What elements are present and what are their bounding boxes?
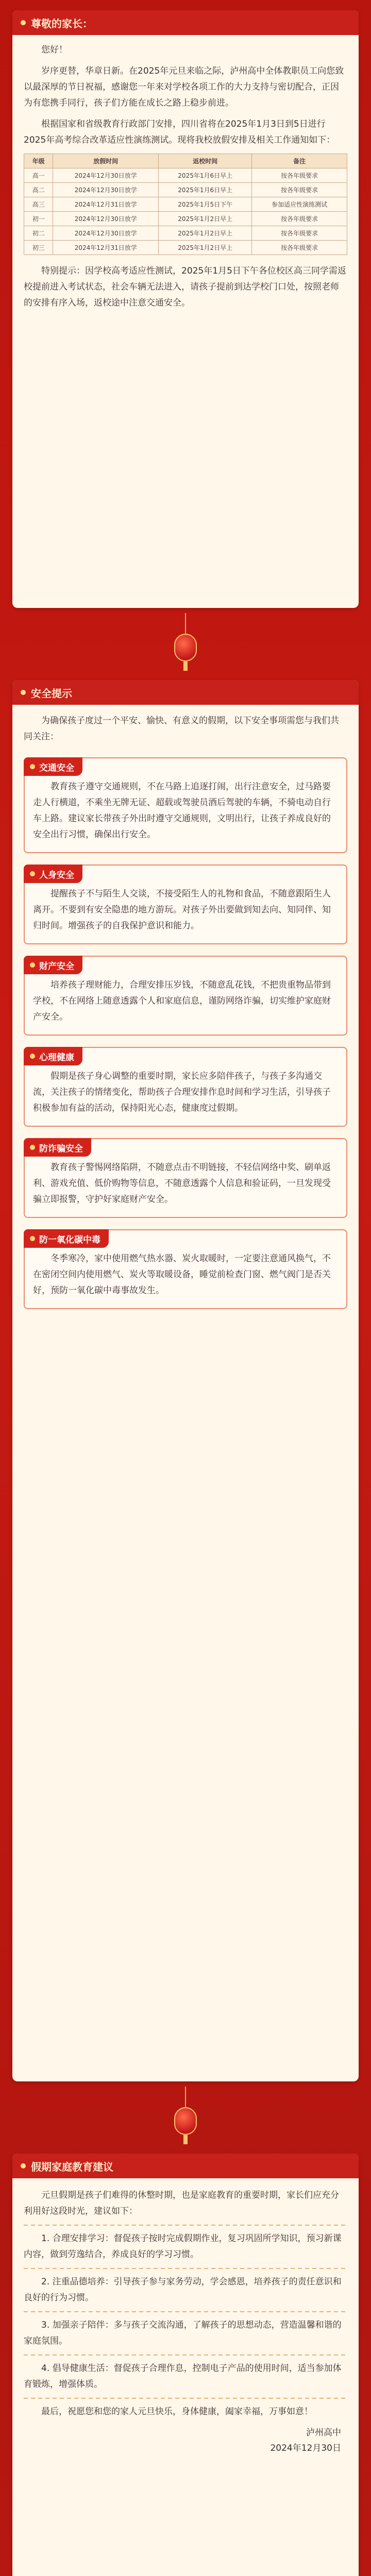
lantern-decoration — [174, 634, 197, 665]
safety-item — [24, 757, 347, 853]
letter-paragraph-1: 岁序更替，华章日新。在2025年元旦来临之际，泸州高中全体教职员工向您致以最深厚的节日祝福，感谢您一年来对学校各项工作的大力支持与密切配合，正因为有您携手同行，孩子们方能在成长之路上稳步前进。 — [24, 66, 344, 108]
schedule-cell: 2024年12月31日放学 — [53, 197, 159, 212]
schedule-cell: 2024年12月31日放学 — [53, 241, 159, 255]
safety-intro: 为确保孩子度过一个平安、愉快、有意义的假期，以下安全事项需您与我们共同关注： — [24, 716, 339, 742]
safety-item — [24, 956, 347, 1036]
safety-card — [12, 680, 359, 2081]
schedule-cell: 2025年1月2日早上 — [159, 212, 252, 226]
safety-item-title-text: 人身安全 — [39, 870, 74, 880]
schedule-row — [24, 183, 347, 197]
schedule-cell: 2024年12月30日放学 — [53, 212, 159, 226]
safety-item — [24, 1138, 347, 1218]
letter-paragraph-2: 根据国家和省级教育行政部门安排，四川省将在2025年1月3日到5日进行2025年高考综合改革适应性演练测试。现将我校放假安排及相关工作通知如下： — [24, 119, 335, 145]
schedule-cell: 高三 — [24, 197, 53, 212]
schedule-cell: 初二 — [24, 226, 53, 241]
advice-paragraph: 1. 合理安排学习：督促孩子按时完成假期作业，复习巩固所学知识，预习新课内容，做到劳逸结合，养成良好的学习习惯。 — [24, 2233, 342, 2260]
advice-header — [12, 2154, 359, 2178]
header-dot-icon — [21, 2163, 26, 2168]
safety-item-text: 冬季寒冷，家中使用燃气热水器、炭火取暖时，一定要注意通风换气，不在密闭空间内使用燃气、炭火等取暖设备，睡觉前检查门窗、燃气阀门是否关好，预防一氧化碳中毒事故发生。 — [33, 1253, 331, 1296]
schedule-cell: 高一 — [24, 168, 53, 183]
bullet-icon — [30, 764, 35, 769]
safety-header — [12, 680, 359, 705]
schedule-cell: 2025年1月2日早上 — [159, 226, 252, 241]
safety-item-text: 假期是孩子身心调整的重要时期，家长应多陪伴孩子，与孩子多沟通交流，关注孩子的情绪变化，帮助孩子合理安排作息时间和学习生活，引导孩子积极参加有益的活动，保持阳光心态，健康度过假期。 — [33, 1071, 331, 1113]
schedule-cell: 2025年1月6日早上 — [159, 168, 252, 183]
safety-item-text: 培养孩子理财能力，合理安排压岁钱，不随意乱花钱，不把贵重物品带到学校，不在网络上随意透露个人和家庭信息，谨防网络诈骗，切实维护家庭财产安全。 — [33, 980, 331, 1022]
schedule-cell: 按各年级要求 — [252, 168, 347, 183]
special-note: 特别提示：因学校高考适应性测试，2025年1月5日下午各位校区高三同学需返校提前进入考试状态，社会车辆无法进入，请孩子提前到达学校门口处，按照老师的安排有序入场，返校途中注意交通安全。 — [24, 266, 346, 308]
schedule-row — [24, 241, 347, 255]
bullet-icon — [30, 1054, 35, 1059]
advice-title: 假期家庭教育建议 — [31, 2160, 113, 2173]
advice-paragraph: 4. 倡导健康生活：督促孩子合理作息，控制电子产品的使用时间，适当参加体育锻炼，增强体质。 — [24, 2363, 342, 2389]
schedule-cell: 2025年1月6日早上 — [159, 183, 252, 197]
schedule-row — [24, 197, 347, 212]
letter-greeting: 您好！ — [41, 45, 68, 55]
advice-paragraph: 2. 注重品德培养：引导孩子参与家务劳动，学会感恩，培养孩子的责任意识和良好的行为习惯。 — [24, 2277, 342, 2303]
schedule-row — [24, 168, 347, 183]
safety-item-title — [24, 1229, 109, 1248]
safety-item-title-text: 防诈骗安全 — [39, 1143, 83, 1154]
bullet-icon — [30, 1236, 35, 1241]
schedule-cell: 初一 — [24, 212, 53, 226]
safety-item-title — [24, 1047, 82, 1065]
advice-paragraph: 最后，祝愿您和您的家人元旦快乐，身体健康，阖家幸福，万事如意！ — [41, 2406, 313, 2417]
safety-item-title — [24, 757, 82, 776]
safety-item — [24, 865, 347, 944]
header-dot-icon — [21, 690, 26, 695]
safety-item-title-text: 交通安全 — [39, 762, 74, 773]
schedule-row — [24, 212, 347, 226]
divider — [24, 2354, 347, 2355]
divider — [24, 2225, 347, 2226]
safety-item-title-text: 防一氧化碳中毒 — [39, 1234, 100, 1245]
letter-header-text: 尊敬的家长： — [31, 17, 93, 30]
safety-item-title — [24, 1138, 91, 1157]
lantern-decoration — [174, 2107, 197, 2138]
safety-item-text: 提醒孩子不与陌生人交谈，不接受陌生人的礼物和食品，不随意跟陌生人离开。不要到有安全隐患的地方游玩。对孩子外出要做到知去向、知同伴、知归时间。增强孩子的自我保护意识和能力。 — [33, 889, 331, 931]
safety-title: 安全提示 — [31, 687, 72, 700]
schedule-cell: 按各年级要求 — [252, 241, 347, 255]
schedule-header-cell: 年级 — [24, 154, 53, 168]
header-dot-icon — [21, 20, 26, 25]
signature: 泸州高中 — [306, 2428, 341, 2438]
divider — [24, 2311, 347, 2312]
safety-item-title — [24, 865, 82, 883]
bullet-icon — [30, 962, 35, 968]
schedule-row — [24, 226, 347, 241]
safety-item-title-text: 财产安全 — [39, 961, 74, 972]
schedule-header-cell: 返校时间 — [159, 154, 252, 168]
signature-date: 2024年12月30日 — [270, 2443, 341, 2453]
schedule-table — [24, 154, 347, 255]
schedule-cell: 按各年级要求 — [252, 226, 347, 241]
bullet-icon — [30, 1145, 35, 1150]
schedule-cell: 2024年12月30日放学 — [53, 183, 159, 197]
schedule-cell: 2025年1月2日早上 — [159, 241, 252, 255]
schedule-cell: 初三 — [24, 241, 53, 255]
schedule-header-cell: 放假时间 — [53, 154, 159, 168]
advice-paragraph: 3. 加强亲子陪伴：多与孩子交流沟通，了解孩子的思想动态，营造温馨和谐的家庭氛围。 — [24, 2320, 342, 2346]
safety-item-title — [24, 956, 82, 974]
advice-card — [12, 2154, 359, 2576]
schedule-header-row — [24, 154, 347, 168]
advice-paragraph: 元旦假期是孩子们难得的休整时期，也是家庭教育的重要时期，家长们应充分利用好这段时光，建议如下： — [24, 2190, 339, 2216]
bullet-icon — [30, 871, 35, 876]
schedule-cell: 2024年12月30日放学 — [53, 226, 159, 241]
safety-item — [24, 1047, 347, 1127]
schedule-header-cell: 备注 — [252, 154, 347, 168]
divider — [24, 2398, 347, 2399]
divider — [24, 2268, 347, 2269]
schedule-cell: 参加适应性演练测试 — [252, 197, 347, 212]
safety-item-text: 教育孩子警惕网络陷阱，不随意点击不明链接，不轻信网络中奖、刷单返利、游戏充值、低价购物等信息，不随意透露个人信息和验证码，一旦发现受骗立即报警，守护好家庭财产安全。 — [33, 1162, 331, 1205]
schedule-cell: 2024年12月30日放学 — [53, 168, 159, 183]
schedule-cell: 按各年级要求 — [252, 183, 347, 197]
safety-item-text: 教育孩子遵守交通规则，不在马路上追逐打闹，出行注意安全，过马路要走人行横道，不乘坐无牌无证、超载或驾驶员酒后驾驶的车辆，不骑电动自行车上路。建议家长带孩子外出时遵守交通规则，文明出行，让孩子养成良好的安全出行习惯，确保出行安全。 — [33, 782, 331, 840]
safety-item — [24, 1229, 347, 1309]
schedule-cell: 高二 — [24, 183, 53, 197]
letter-header — [12, 10, 359, 35]
schedule-cell: 按各年级要求 — [252, 212, 347, 226]
safety-item-title-text: 心理健康 — [39, 1052, 74, 1063]
schedule-cell: 2025年1月5日下午 — [159, 197, 252, 212]
letter-card — [12, 10, 359, 608]
